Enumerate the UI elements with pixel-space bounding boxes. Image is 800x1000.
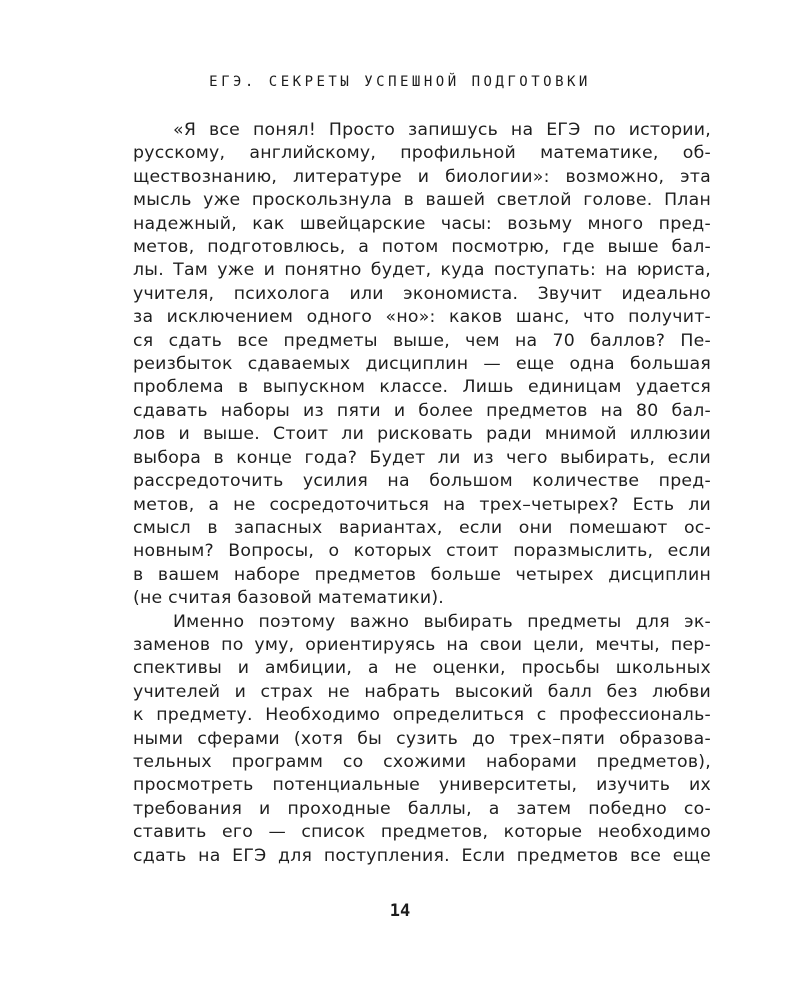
body-text [133,119,711,868]
text-line: лы. Там уже и понятно будет, куда поступать: на юриста, [133,260,711,281]
text-line: мысль уже проскользнула в вашей светлой голове. План [133,190,711,211]
text-line: ставить его — список предметов, которые необходимо [133,822,711,843]
text-line: выбора в конце года? Будет ли из чего выбирать, если [133,447,711,468]
text-line: Именно поэтому важно выбирать предметы для эк- [173,611,711,632]
text-line: тельных программ со схожими наборами предметов), [133,751,711,772]
text-line: метов, а не сосредоточиться на трех–четырех? Есть ли [133,494,711,515]
text-line: ся сдать все предметы выше, чем на 70 баллов? Пе- [133,330,711,351]
text-line: к предмету. Необходимо определиться с профессиональ- [133,705,711,726]
text-line: лов и выше. Стоит ли рисковать ради мнимой иллюзии [133,424,711,445]
text-line: просмотреть потенциальные университеты, изучить их [133,775,711,796]
text-line: реизбыток сдаваемых дисциплин — еще одна большая [133,354,711,375]
running-head-title: ЕГЭ. СЕКРЕТЫ УСПЕШНОЙ ПОДГОТОВКИ [209,74,591,90]
text-line: рассредоточить усилия на большом количестве пред- [133,471,711,492]
page-number: 14 [389,901,411,921]
text-line: ществознанию, литературе и биологии»: возможно, эта [133,166,711,187]
text-line: новным? Вопросы, о которых стоит поразмыслить, если [133,541,711,562]
text-line: в вашем наборе предметов больше четырех дисциплин [133,564,711,585]
text-line: проблема в выпускном классе. Лишь единицам удается [133,377,711,398]
text-line: учителей и страх не набрать высокий балл без любви [133,681,711,702]
text-line: смысл в запасных вариантах, если они помешают ос- [133,517,711,538]
text-line: метов, подготовлюсь, а потом посмотрю, где выше бал- [133,237,711,258]
text-line: ными сферами (хотя бы сузить до трех–пяти образова- [133,728,711,749]
text-line: требования и проходные баллы, а затем победно со- [133,798,711,819]
text-line: русскому, английскому, профильной математике, об- [133,143,711,164]
text-line: «Я все понял! Просто запишусь на ЕГЭ по истории, [173,120,711,140]
text-line: сдавать наборы из пяти и более предметов на 80 бал- [133,400,711,421]
paragraph-2 [133,611,711,868]
text-line: за исключением одного «но»: каков шанс, что получит- [133,307,711,328]
text-line: надежный, как швейцарские часы: возьму много пред- [133,213,711,234]
text-line: заменов по уму, ориентируясь на свои цели, мечты, пер- [133,634,711,655]
text-line: учителя, психолога или экономиста. Звучит идеально [133,283,711,304]
paragraph-1 [133,119,711,611]
text-line: (не считая базовой математики). [133,588,445,609]
text-line: сдать на ЕГЭ для поступления. Если предметов все еще [133,845,711,866]
text-line: спективы и амбиции, а не оценки, просьбы школьных [133,658,711,679]
